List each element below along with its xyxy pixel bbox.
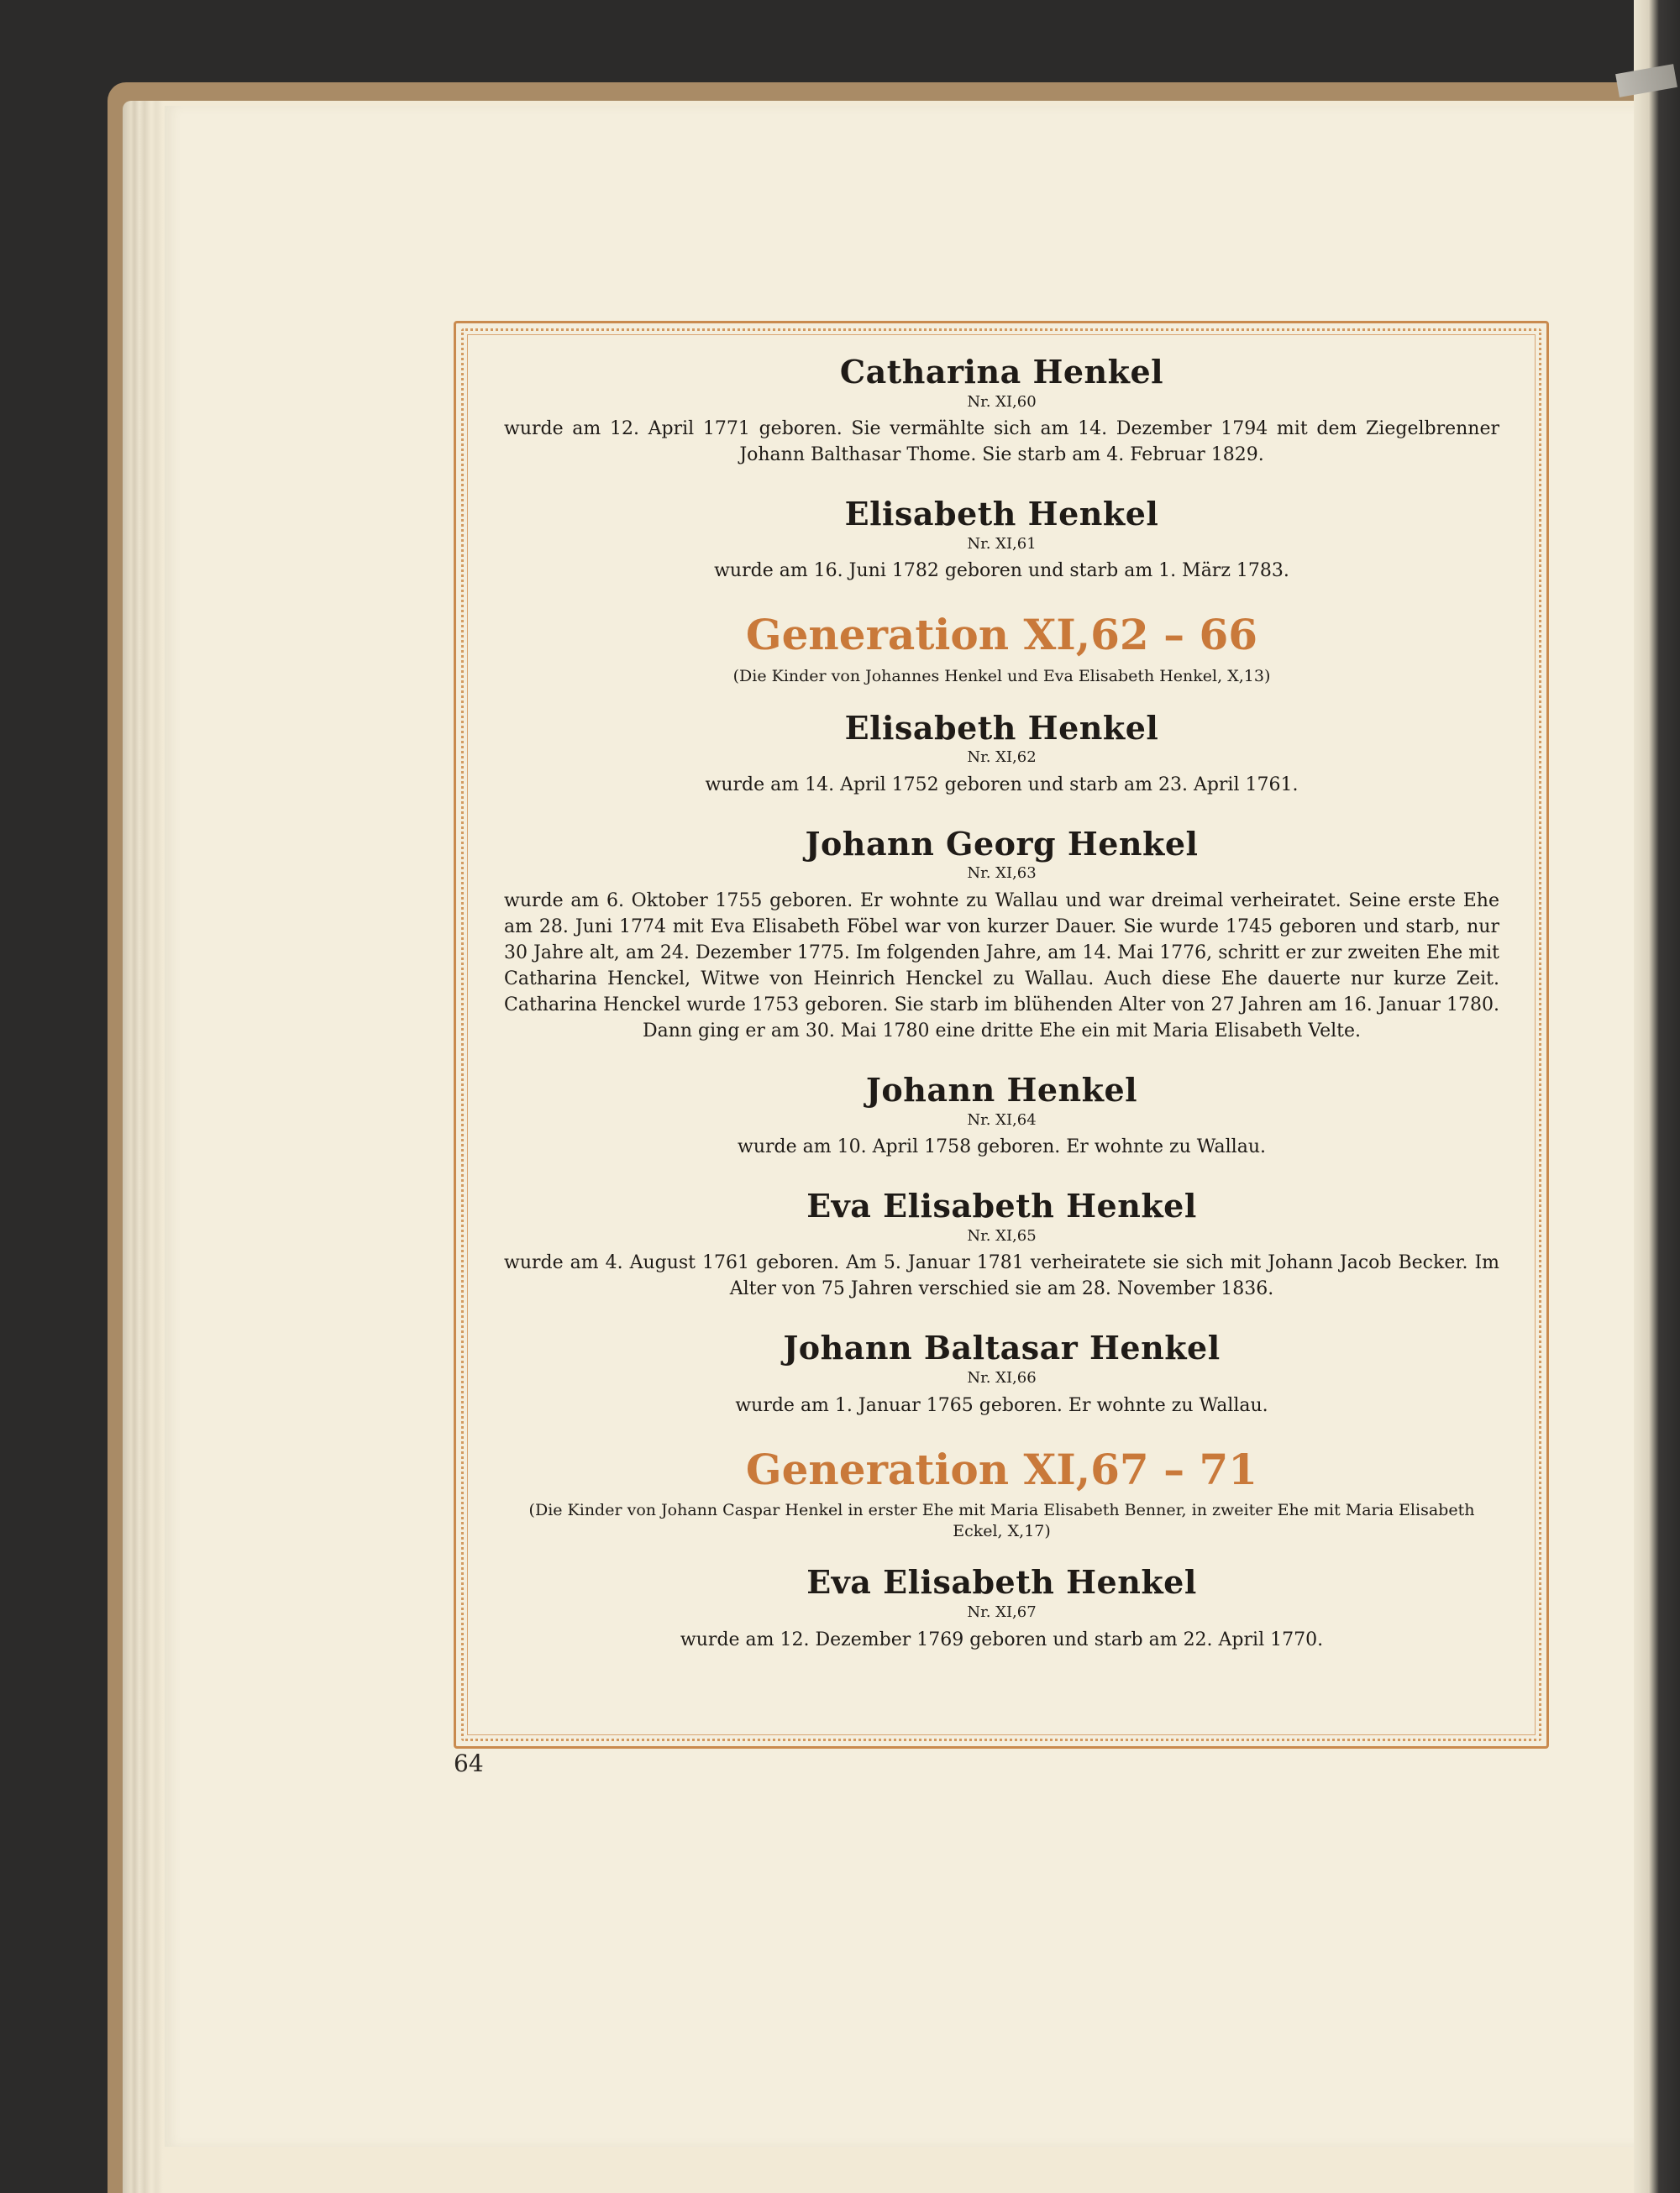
entry-xi-67: [504, 1563, 1499, 1652]
generation-heading-1: [504, 611, 1499, 686]
person-number: Nr. XI,66: [967, 1368, 1037, 1387]
generation-title: Generation XI,67 – 71: [745, 1444, 1258, 1494]
entry-xi-60: [504, 353, 1499, 468]
person-number: Nr. XI,65: [967, 1226, 1037, 1245]
page-content: [504, 353, 1499, 1680]
person-name: Elisabeth Henkel: [844, 495, 1159, 533]
person-biography: wurde am 12. Dezember 1769 geboren und starb am 22. April 1770.: [680, 1629, 1324, 1650]
person-biography: wurde am 1. Januar 1765 geboren. Er wohnte zu Wallau.: [735, 1394, 1268, 1416]
person-name: Johann Baltasar Henkel: [783, 1329, 1221, 1367]
person-number: Nr. XI,67: [967, 1603, 1037, 1621]
person-biography: wurde am 14. April 1752 geboren und starb am 23. April 1761.: [705, 774, 1299, 795]
person-biography: wurde am 10. April 1758 geboren. Er wohnte zu Wallau.: [738, 1136, 1266, 1158]
generation-subtitle: (Die Kinder von Johann Caspar Henkel in erster Ehe mit Maria Elisabeth Benner, in zweiter Ehe mit Maria Elisabeth Eckel, X,17): [528, 1501, 1475, 1540]
entry-xi-66: [504, 1329, 1499, 1418]
person-number: Nr. XI,60: [967, 392, 1037, 411]
person-name: Johann Henkel: [865, 1070, 1138, 1109]
person-name: Eva Elisabeth Henkel: [806, 1187, 1197, 1225]
entry-xi-64: [504, 1071, 1499, 1160]
entry-xi-65: [504, 1187, 1499, 1302]
person-biography: wurde am 16. Juni 1782 geboren und starb am 1. März 1783.: [714, 560, 1289, 582]
person-number: Nr. XI,63: [967, 864, 1037, 883]
person-biography: wurde am 12. April 1771 geboren. Sie vermählte sich am 14. Dezember 1794 mit dem Ziegelbrenner Johann Balthasar Thome. Sie starb am 4. Februar 1829.: [504, 418, 1499, 466]
person-name: Johann Georg Henkel: [805, 824, 1199, 863]
generation-subtitle: (Die Kinder von Johannes Henkel und Eva Elisabeth Henkel, X,13): [732, 666, 1271, 685]
person-number: Nr. XI,61: [967, 534, 1037, 553]
next-page-edge: [1634, 0, 1680, 2193]
person-name: Catharina Henkel: [839, 353, 1164, 391]
entry-xi-62: [504, 709, 1499, 798]
generation-title: Generation XI,62 – 66: [745, 610, 1258, 660]
person-number: Nr. XI,62: [967, 748, 1037, 767]
page-number: 64: [454, 1750, 484, 1777]
person-biography: wurde am 4. August 1761 geboren. Am 5. Januar 1781 verheiratete sie sich mit Johann Jacob Becker. Im Alter von 75 Jahren verschied sie am 28. November 1836.: [504, 1252, 1499, 1300]
person-name: Eva Elisabeth Henkel: [806, 1563, 1197, 1602]
person-name: Elisabeth Henkel: [844, 708, 1159, 747]
person-biography: wurde am 6. Oktober 1755 geboren. Er wohnte zu Wallau und war dreimal verheiratet. Seine erste Ehe am 28. Juni 1774 mit Eva Elisabeth Föbel war von kurzer Dauer. Sie wurde 1745 geboren und starb, nur 30 Jahre alt, am 24. Dezember 1775. Im folgenden Jahre, am 14. Mai 1776, schritt er zur zweiten Ehe mit Catharina Henckel, Witwe von Heinrich Henckel zu Wallau. Auch diese Ehe dauerte nur kurze Zeit. Catharina Henckel wurde 1753 geboren. Sie starb im blühenden Alter von 27 Jahren am 16. Januar 1780. Dann ging er am 30. Mai 1780 eine dritte Ehe ein mit Maria Elisabeth Velte.: [504, 889, 1499, 1041]
entry-xi-61: [504, 495, 1499, 584]
person-number: Nr. XI,64: [967, 1110, 1037, 1129]
entry-xi-63: [504, 825, 1499, 1044]
generation-heading-2: [504, 1445, 1499, 1542]
